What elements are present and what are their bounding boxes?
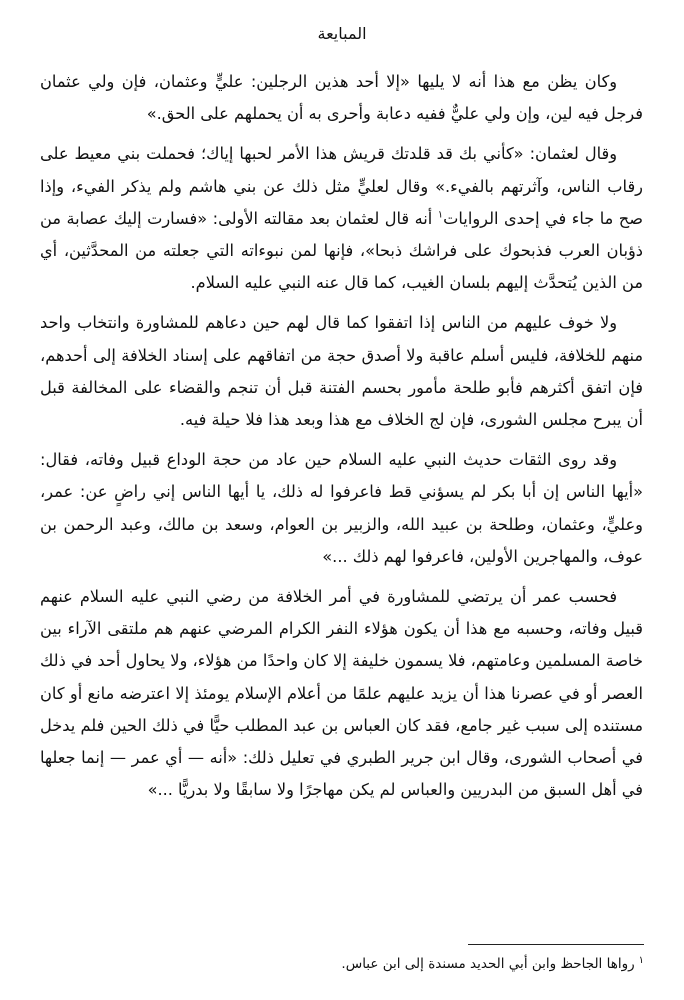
paragraph-5 <box>40 581 643 806</box>
footnote-number: ١ <box>638 954 644 966</box>
footnote-reference-mark: ١ <box>437 209 444 221</box>
body-text <box>40 66 643 814</box>
paragraph-2-text-after-note: أنه قال لعثمان بعد مقالته الأولى: «فسارت إليك عصابة من ذؤبان العرب فذبحوك على فراشك ذبحا»، فإنها لمن نبوءاته التي جعلته من المحدَّثين، أي من الذين يُتحدَّث إليهم بلسان الغيب، كما قال عنه النبي عليه السلام. <box>40 208 643 293</box>
paragraph-5-text: فحسب عمر أن يرتضي للمشاورة في أمر الخلافة من رضي النبي عليه السلام عنهم قبيل وفاته، وحسبه مع هذا أن يكون هؤلاء النفر الكرام المرضي عنهم هم ملتقى الآراء بين خاصة المسلمين وعامتهم، فلا يسمون خليفة إلا كان واحدًا من هؤلاء، ولا يحاول أحد في ذلك العصر أو في عصرنا هذا أن يزيد عليهم علمًا من أعلام الإسلام يومئذ إلا اعترضه مانع أو كان مستنده إلى سبب غير جامع، فقد كان العباس بن عبد المطلب حيًّا في ذلك الحين فلم يدخل في أصحاب الشورى، وقال ابن جرير الطبري في تعليل ذلك: «أنه — أي عمر — إنما جعلها في أهل السبق من البدريين والعباس لم يكن مهاجرًا ولا سابقًا ولا بدريًّا ...» <box>40 587 643 800</box>
paragraph-1 <box>40 66 643 130</box>
paragraph-2 <box>40 138 643 299</box>
paragraph-1-text: وكان يظن مع هذا أنه لا يليها «إلا أحد هذين الرجلين: عليٍّ وعثمان، فإن ولي عثمان فرجل فيه لين، وإن ولي عليٌّ ففيه دعابة وأحرى به أن يحملهم على الحق.» <box>40 72 643 124</box>
paragraph-4-text: وقد روى الثقات حديث النبي عليه السلام حين عاد من حجة الوداع قبيل وفاته، فقال: «أيها الناس إن أبا بكر لم يسؤني قط فاعرفوا له ذلك، يا أيها الناس إني راضٍ عن: عمر، وعليٍّ، وعثمان، وطلحة بن عبيد الله، والزبير بن العوام، وسعد بن مالك، وعبد الرحمن بن عوف، والمهاجرين الأولين، فاعرفوا لهم ذلك ...» <box>40 450 643 566</box>
paragraph-3 <box>40 307 643 436</box>
running-title: المبايعة <box>317 24 367 43</box>
footnote-divider <box>468 944 644 945</box>
paragraph-3-text: ولا خوف عليهم من الناس إذا اتفقوا كما قال لهم حين دعاهم للمشاورة وانتخاب واحد منهم للخلافة، فليس أسلم عاقبة ولا أصدق حجة من اتفاقهم على إسناد الخلافة إلى أحدهم، فإن اتفق أكثرهم فأبو طلحة مأمور بحسم الفتنة قبل أن تنجم والقضاء على المخالفة قبل أن يبرح مجلس الشورى، فإن لج الخلاف مع هذا وبعد هذا فلا حيلة فيه. <box>40 313 643 430</box>
footnote-text: رواها الجاحظ وابن أبي الحديد مسندة إلى ابن عباس. <box>341 956 635 972</box>
paragraph-4 <box>40 444 643 573</box>
paragraph-2-text-before-note: وقال لعثمان: «كأني بك قد قلدتك قريش هذا الأمر لحبها إياك؛ فحملت بني معيط على رقاب الناس، وآثرتهم بالفيء.» وقال لعليٍّ مثل ذلك عن بني هاشم ولم يذكر الفيء، وإذا صح ما جاء في إحدى الروايات <box>40 144 643 228</box>
footnote <box>41 953 644 975</box>
